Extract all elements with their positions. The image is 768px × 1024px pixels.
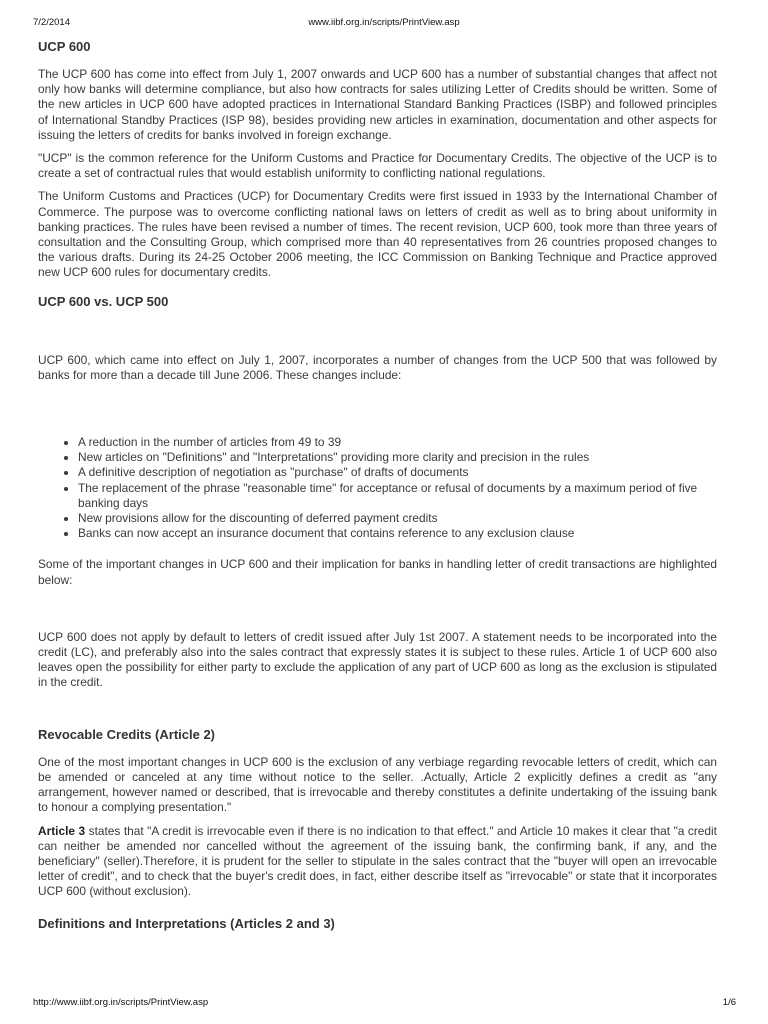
list-item: • A definitive description of negotiation as "purchase" of drafts of documents: [78, 465, 717, 480]
footer-url: http://www.iibf.org.in/scripts/PrintView.asp: [33, 997, 209, 1008]
section1-paragraph-1: UCP 600, which came into effect on July 1, 2007, incorporates a number of changes from the UCP 500 that was followed by banks for more than a decade till June 2006. These changes include:: [38, 352, 717, 382]
changes-list: [38, 435, 717, 541]
list-item: • A reduction in the number of articles from 49 to 39: [78, 435, 717, 450]
section-heading-revocable-credits: Revocable Credits (Article 2): [38, 726, 216, 742]
list-item: • Banks can now accept an insurance document that contains reference to any exclusion clause: [78, 526, 717, 541]
section2-paragraph-1: One of the most important changes in UCP 600 is the exclusion of any verbiage regarding revocable letters of credit, which can be amended or canceled at any time without notice to the seller. .Actually, Article 2 explicitly defines a credit as "any arrangement, however named or described, that is irrevocable and thereby constitutes a definite undertaking of the issuing bank to honour a complying presentation.": [38, 754, 717, 815]
list-item: • New provisions allow for the discounting of deferred payment credits: [78, 511, 717, 526]
print-url: www.iibf.org.in/scripts/PrintView.asp: [308, 17, 460, 28]
section-heading-definitions: Definitions and Interpretations (Articles 2 and 3): [38, 915, 335, 931]
list-item: • New articles on "Definitions" and "Interpretations" providing more clarity and precision in the rules: [78, 450, 717, 465]
document-body: [38, 38, 717, 933]
intro-paragraph-2: "UCP" is the common reference for the Uniform Customs and Practice for Documentary Credits. The objective of the UCP is to create a set of contractual rules that would establish uniformity to conflicting national regulations.: [38, 151, 717, 181]
section2-paragraph-2-text: states that "A credit is irrevocable even if there is no indication to that effect." and Article 10 makes it clear that "a credit can neither be amended nor cancelled without the agreement of the issuing bank, the confirming bank, if any, and the beneficiary" (seller).Therefore, it is prudent for the seller to stipulate in the sales contract that the "buyer will open an irrevocable letter of credit", and to check that the buyer's credit does, in fact, either describe itself as "irrevocable" or state that it incorporates UCP 600 (without exclusion).: [38, 823, 717, 899]
section-heading-ucp600-vs-ucp500: UCP 600 vs. UCP 500: [38, 293, 169, 309]
section1-paragraph-3: UCP 600 does not apply by default to letters of credit issued after July 1st 2007. A statement needs to be incorporated into the credit (LC), and preferably also into the sales contract that expressly states it is subject to these rules. Article 1 of UCP 600 also leaves open the possibility for either party to exclude the application of any part of UCP 600 as long as the exclusion is stipulated in the credit.: [38, 629, 717, 690]
print-date: 7/2/2014: [33, 17, 70, 28]
intro-paragraph-3: The Uniform Customs and Practices (UCP) for Documentary Credits were first issued in 1933 by the International Chamber of Commerce. The purpose was to overcome conflicting national laws on letters of credit as well as to bring about uniformity in banking practices. The rules have been revised a number of times. The recent revision, UCP 600, took more than three years of consultation and the Consulting Group, which comprised more than 40 representatives from 26 countries proposed changes to the various drafts. During its 24-25 October 2006 meeting, the ICC Commission on Banking Technique and Practice approved new UCP 600 rules for documentary credits.: [38, 189, 717, 280]
article-3-label: Article 3: [38, 823, 86, 838]
page-title: UCP 600: [38, 39, 91, 54]
list-item: • The replacement of the phrase "reasonable time" for acceptance or refusal of documents by a maximum period of five banking days: [78, 481, 717, 511]
intro-paragraph-1: The UCP 600 has come into effect from July 1, 2007 onwards and UCP 600 has a number of substantial changes that affect not only how banks will determine compliance, but also how contracts for sales utilizing Letter of Credits should be written. Some of the new articles in UCP 600 have adopted practices in International Standard Banking Practices (ISBP) and followed principles of International Standby Practices (ISP 98), besides providing new articles in examination, documentation and other aspects for issuing the letters of credits for banks involved in foreign exchange.: [38, 67, 717, 142]
page-number: 1/6: [722, 997, 736, 1008]
section2-paragraph-2: [38, 824, 717, 900]
section1-paragraph-2: Some of the important changes in UCP 600 and their implication for banks in handling letter of credit transactions are highlighted below:: [38, 557, 717, 587]
